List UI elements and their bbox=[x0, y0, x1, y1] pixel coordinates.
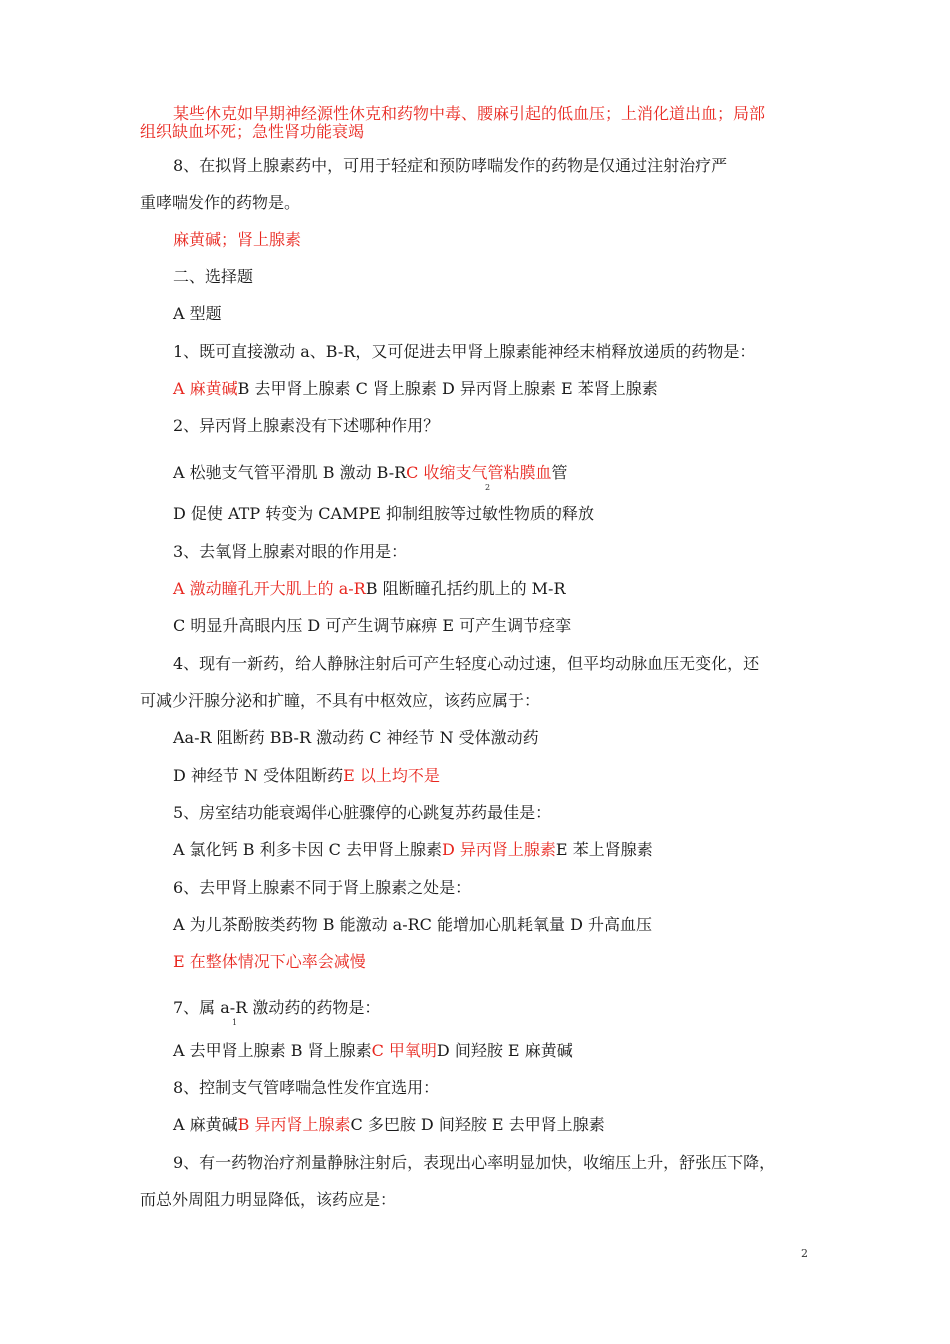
question-line: 1、既可直接激动 a、B-R，又可促进去甲肾上腺素能神经末梢释放递质的药物是： bbox=[173, 342, 756, 361]
option-text: A 麻黄碱 bbox=[173, 1115, 238, 1134]
option-text: C 多巴胺 D 间羟胺 E 去甲肾上腺素 bbox=[350, 1115, 605, 1134]
page-number: 2 bbox=[801, 1247, 808, 1260]
section-heading: 二、选择题 bbox=[173, 267, 254, 286]
options-line bbox=[173, 578, 566, 600]
option-text: A 松驰支气管平滑肌 B 激动 B-R bbox=[173, 463, 407, 482]
answer-line: 麻黄碱；肾上腺素 bbox=[173, 230, 302, 249]
question-line: 8、在拟肾上腺素药中，可用于轻症和预防哮喘发作的药物是仅通过注射治疗严 bbox=[173, 156, 728, 175]
subscript-mark: 2 bbox=[485, 483, 491, 492]
question-line: 可减少汗腺分泌和扩瞳，不具有中枢效应，该药应属于： bbox=[140, 691, 541, 710]
option-text: A 去甲肾上腺素 B 肾上腺素 bbox=[173, 1041, 372, 1060]
options-line: Aa-R 阻断药 BB-R 激动药 C 神经节 N 受体激动药 bbox=[173, 728, 539, 747]
options-line bbox=[173, 839, 653, 861]
options-line bbox=[173, 462, 568, 484]
question-line: 7、属 a-R 激动药的药物是： bbox=[173, 998, 381, 1017]
correct-option: B 异丙肾上腺素 bbox=[237, 1115, 351, 1134]
question-line: 而总外周阻力明显降低，该药应是： bbox=[140, 1190, 397, 1209]
option-text: A 氯化钙 B 利多卡因 C 去甲肾上腺素 bbox=[173, 840, 442, 859]
correct-option: D 异丙肾上腺素 bbox=[442, 840, 556, 859]
question-line: 9、有一药物治疗剂量静脉注射后，表现出心率明显加快，收缩压上升，舒张压下降， bbox=[173, 1153, 776, 1172]
question-line: 5、房室结功能衰竭伴心脏骤停的心跳复苏药最佳是： bbox=[173, 803, 552, 822]
options-line: C 明显升高眼内压 D 可产生调节麻痹 E 可产生调节痉挛 bbox=[173, 616, 572, 635]
answer-line: 某些休克如早期神经源性休克和药物中毒、腰麻引起的低血压；上消化道出血；局部 bbox=[173, 104, 766, 123]
question-line: 6、去甲肾上腺素不同于肾上腺素之处是： bbox=[173, 878, 472, 897]
subscript-mark: 1 bbox=[232, 1018, 238, 1027]
question-line: 8、控制支气管哮喘急性发作宜选用： bbox=[173, 1078, 440, 1097]
question-line: 4、现有一新药，给人静脉注射后可产生轻度心动过速，但平均动脉血压无变化，还 bbox=[173, 654, 760, 673]
correct-option: A 激动瞳孔开大肌上的 a-R bbox=[173, 579, 366, 598]
question-line: 2、异丙肾上腺素没有下述哪种作用？ bbox=[173, 416, 440, 435]
option-text: D 间羟胺 E 麻黄碱 bbox=[436, 1041, 573, 1060]
options-line bbox=[173, 1114, 605, 1136]
correct-option: C 甲氧明 bbox=[371, 1041, 437, 1060]
correct-option: E 在整体情况下心率会减慢 bbox=[173, 952, 366, 971]
option-text: D 神经节 N 受体阻断药 bbox=[173, 766, 344, 785]
options-line bbox=[173, 378, 658, 400]
options-line: D 促使 ATP 转变为 CAMPE 抑制组胺等过敏性物质的释放 bbox=[173, 504, 595, 523]
correct-option: C 收缩支气管粘膜血 bbox=[406, 463, 552, 482]
subsection-heading: A 型题 bbox=[173, 304, 222, 323]
correct-option: E 以上均不是 bbox=[343, 766, 440, 785]
option-text: E 苯上肾腺素 bbox=[555, 840, 653, 859]
answer-line: 组织缺血坏死；急性肾功能衰竭 bbox=[140, 122, 365, 141]
options-line bbox=[173, 765, 440, 787]
options-line bbox=[173, 1040, 573, 1062]
question-line: 3、去氧肾上腺素对眼的作用是： bbox=[173, 542, 408, 561]
option-text: 管 bbox=[551, 463, 568, 482]
options-line: A 为儿茶酚胺类药物 B 能激动 a-RC 能增加心肌耗氧量 D 升高血压 bbox=[173, 915, 652, 934]
option-text: B 阻断瞳孔括约肌上的 M-R bbox=[365, 579, 566, 598]
question-line: 重哮喘发作的药物是。 bbox=[140, 193, 301, 212]
option-text: B 去甲肾上腺素 C 肾上腺素 D 异丙肾上腺素 E 苯肾上腺素 bbox=[237, 379, 658, 398]
correct-option: A 麻黄碱 bbox=[173, 379, 238, 398]
